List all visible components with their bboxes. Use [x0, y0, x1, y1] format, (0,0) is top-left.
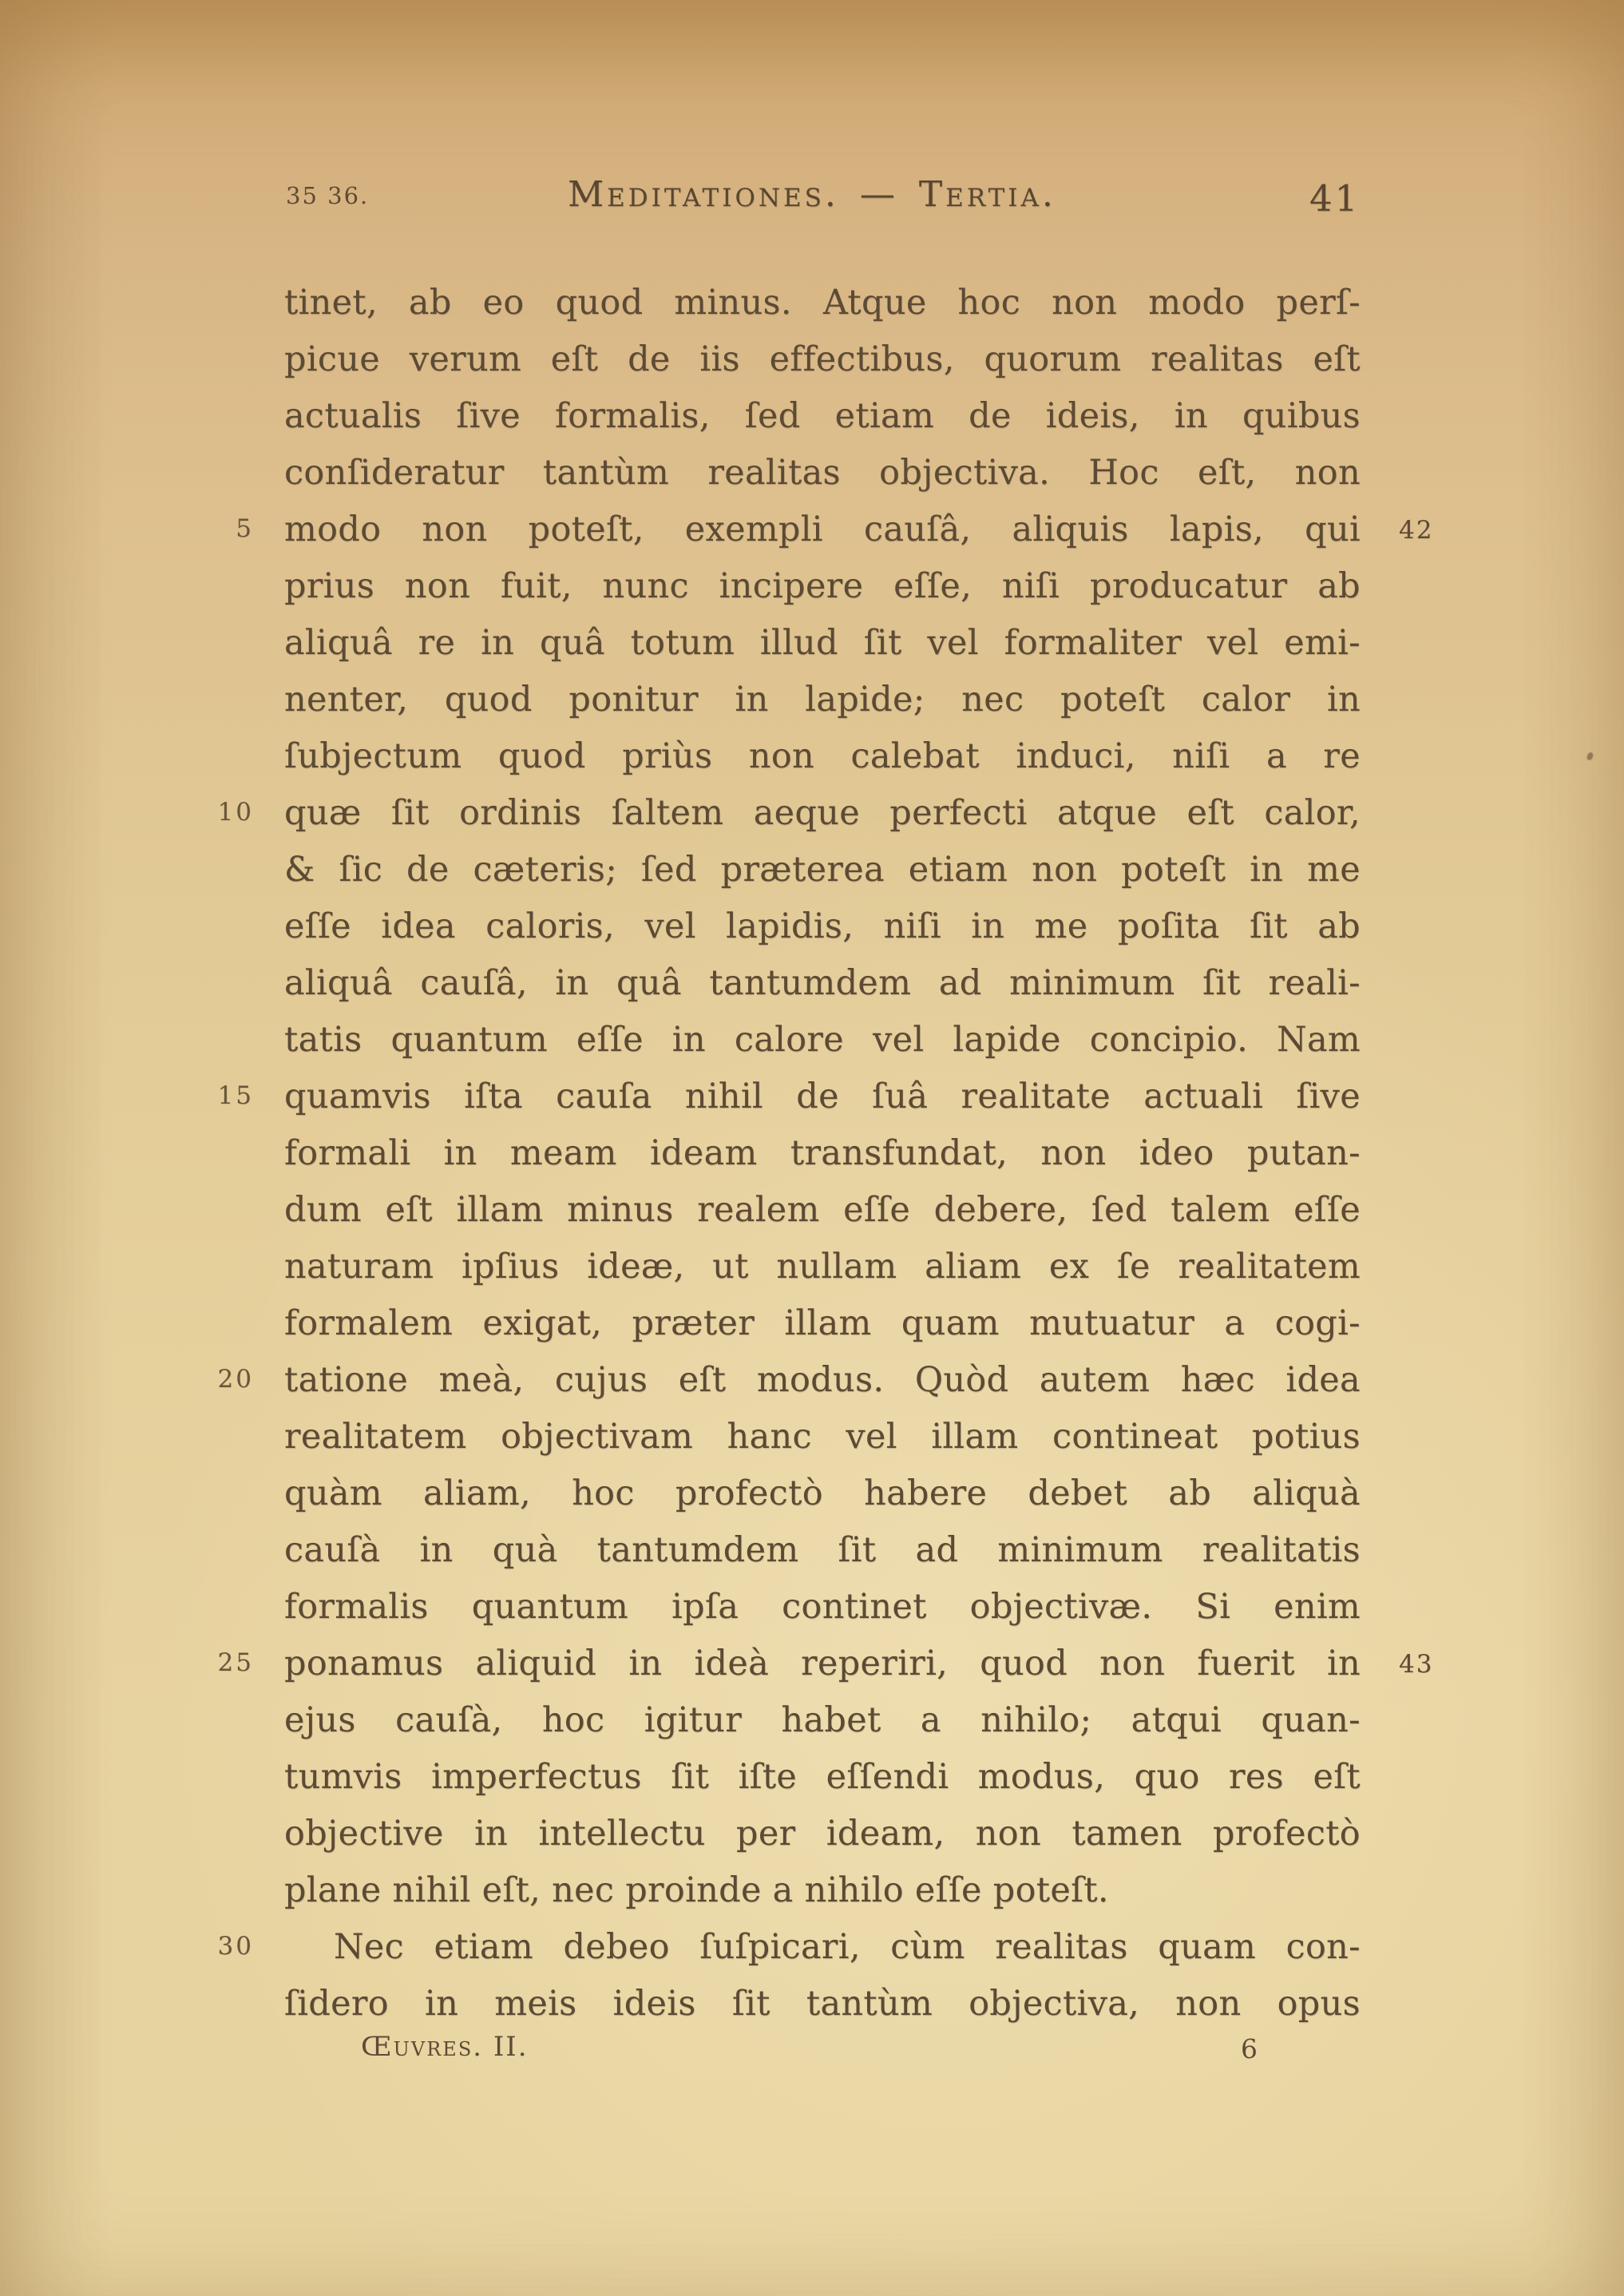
line-number: 30 — [217, 1932, 254, 1961]
text-line: formali in meam ideam transfundat, non ideo putan- — [284, 1133, 1361, 1173]
page-number: 41 — [1309, 177, 1361, 220]
running-head-folio-note: 35 36. — [286, 182, 370, 209]
text-line: tatis quantum eſſe in calore vel lapide concipio. Nam — [284, 1020, 1361, 1060]
margin-page-reference: 42 — [1399, 516, 1434, 545]
text-line: tinet, ab eo quod minus. Atque hoc non modo perſ- — [284, 283, 1361, 323]
text-line: aliquâ cauſâ, in quâ tantumdem ad minimum ſit reali- — [284, 963, 1361, 1003]
ink-speck — [1586, 751, 1594, 761]
line-number: 5 — [236, 514, 254, 543]
text-line: nenter, quod ponitur in lapide; nec poteſt calor in — [284, 680, 1361, 720]
text-line: actualis ſive formalis, ſed etiam de ideis, in quibus — [284, 396, 1361, 436]
text-line: & ſic de cæteris; ſed præterea etiam non poteſt in me — [284, 850, 1361, 890]
text-line: dum eſt illam minus realem eſſe debere, ſed talem eſſe — [284, 1190, 1361, 1230]
line-number: 25 — [217, 1648, 254, 1677]
text-line: ponamus aliquid in ideà reperiri, quod non fuerit in — [284, 1644, 1361, 1683]
text-line: picue verum eſt de iis effectibus, quorum realitas eſt — [284, 339, 1361, 379]
text-line: tatione meà, cujus eſt modus. Quòd autem hæc idea — [284, 1360, 1361, 1400]
text-line: cauſà in quà tantumdem ſit ad minimum realitatis — [284, 1530, 1361, 1570]
footer-signature: Œuvres. II. — [361, 2031, 529, 2063]
margin-page-reference: 43 — [1399, 1650, 1434, 1679]
footer-gathering-number: 6 — [1241, 2033, 1258, 2064]
text-line: formalis quantum ipſa continet objectivæ. Si enim — [284, 1587, 1361, 1627]
running-head-title: Meditationes. — Tertia. — [568, 174, 1056, 215]
text-line: aliquâ re in quâ totum illud ſit vel formaliter vel emi- — [284, 623, 1361, 663]
text-line: quàm aliam, hoc profectò habere debet ab aliquà — [284, 1473, 1361, 1513]
line-number: 10 — [217, 798, 254, 827]
text-line: plane nihil eſt, nec proinde a nihilo eſſe poteſt. — [284, 1870, 1109, 1910]
text-line: ſubjectum quod priùs non calebat induci, niſi a re — [284, 736, 1361, 776]
text-line: objective in intellectu per ideam, non tamen profectò — [284, 1814, 1361, 1854]
text-line: modo non poteſt, exempli cauſâ, aliquis lapis, qui — [284, 510, 1361, 549]
text-line: tumvis imperfectus ſit iſte eſſendi modus, quo res eſt — [284, 1757, 1361, 1797]
line-number: 15 — [217, 1081, 254, 1110]
text-line: realitatem objectivam hanc vel illam contineat potius — [284, 1417, 1361, 1457]
line-number: 20 — [217, 1365, 254, 1394]
text-line: quæ ſit ordinis ſaltem aeque perfecti atque eſt calor, — [284, 793, 1361, 833]
text-line: formalem exigat, præter illam quam mutuatur a cogi- — [284, 1303, 1361, 1343]
text-line: ejus cauſà, hoc igitur habet a nihilo; atqui quan- — [284, 1700, 1361, 1740]
text-line: eſſe idea caloris, vel lapidis, niſi in me poſita ſit ab — [284, 906, 1361, 946]
body-text — [284, 275, 1361, 2032]
text-line: naturam ipſius ideæ, ut nullam aliam ex ſe realitatem — [284, 1247, 1361, 1287]
text-line: ſidero in meis ideis ſit tantùm objectiva, non opus — [284, 1984, 1361, 2024]
text-line: conſideratur tantùm realitas objectiva. Hoc eſt, non — [284, 453, 1361, 493]
text-line: Nec etiam debeo ſuſpicari, cùm realitas quam con- — [334, 1927, 1361, 1967]
text-line: quamvis iſta cauſa nihil de ſuâ realitate actuali ſive — [284, 1077, 1361, 1116]
text-line: prius non fuit, nunc incipere eſſe, niſi producatur ab — [284, 566, 1361, 606]
